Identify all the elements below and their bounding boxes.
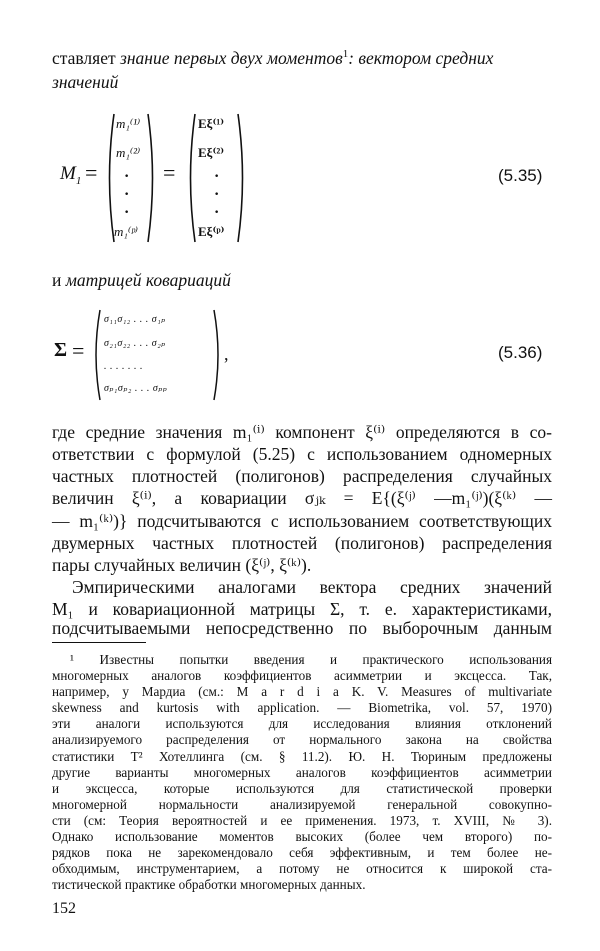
eq535-equals-2: = [163,160,176,185]
eq535-e2: Eξ⁽²⁾ [198,145,225,160]
footnote-line: и эксцесса, которые используются для статистической проверки [52,780,552,796]
eq536-row-1: σ₁₁σ₁₂ . . . σ₁ₚ [104,314,166,325]
footnote-line: статистики T² Хотеллинга (см. § 11.2). Ю. Н. Тюриным предложены [52,748,552,764]
footnote-line: эти аналоги используются для исследования влияния отклонений [52,716,552,732]
footnote [52,652,552,893]
eq535-dot: · [124,186,130,203]
body-line: частных плотностей (полигонов) распределения случайных [52,466,552,486]
eq536-row-4: σₚ₁σₚ₂ . . . σₚₚ [104,383,168,394]
eq536-number: (5.36) [498,343,543,362]
eq535-m1: m₁⁽¹⁾ [116,116,141,131]
eq535-e1: Eξ⁽¹⁾ [198,116,225,131]
footnote-line: тистической практике обработки многомерных данных. [52,877,366,893]
eq535-right-paren-2 [236,112,248,244]
eq536-lhs: Σ [54,339,68,361]
footnote-line: анализируемого распределения от нормального закона на свойства [52,732,552,748]
body-line: величин ξ⁽ⁱ⁾, а ковариации σⱼₖ = E{(ξ⁽ʲ⁾ —m₁⁽ʲ⁾)(ξ⁽ᵏ⁾ — [52,488,552,508]
body-line: M₁ и ковариационной матрицы Σ, т. е. характеристиками, [52,599,552,619]
eq536-row-3: . . . . . . . [104,361,143,372]
body-line: подсчитываемыми непосредственно по выборочным данным [52,618,552,638]
eq535-mp: m₁⁽ᵖ⁾ [114,224,138,239]
footnote-line: ¹ Известны попытки введения и практического использования [70,652,553,667]
eq535-right-paren-1 [146,112,158,244]
eq535-number: (5.35) [498,166,543,185]
eq536-right-paren [212,308,222,402]
eq535-dot: · [214,168,220,185]
eq535-lhs: $M_1$ [60,163,82,187]
eq536-equals: = [72,338,85,363]
page-number: 152 [52,900,76,917]
body-line: — m₁⁽ᵏ⁾)} подсчитываются с использованием соответствующих [52,511,552,531]
footnote-line: сти (см: Теория вероятностей и ее применения. 1973, т. XVIII, № 3). [52,812,552,828]
footnote-line: например, у Мардиа (см.: M a r d i a K. V. Measures of multivariate [52,684,552,700]
eq535-dot: · [214,204,220,221]
mid-line: и матрицей ковариаций [52,270,231,290]
eq535-ep: Eξ⁽ᵖ⁾ [198,224,225,239]
eq535-left-paren-2 [185,112,197,244]
footnote-rule [52,642,146,643]
eq536-comma: , [224,344,229,364]
eq535-m2: m₁⁽²⁾ [116,145,141,160]
intro-line-1: ставляет знание первых двух моментов$^1$: вектором средних [52,48,494,68]
footnote-line: Однако использование моментов высоких (более чем второго) по- [52,829,552,845]
eq536-left-paren [92,308,102,402]
footnote-line: рядков пока не зарекомендовало себя эффективным, и тем более не- [52,845,552,861]
footnote-line: другие варианты многомерных аналогов коэффициентов асимметрии [52,764,552,780]
body-line: двумерных частных плотностей (полигонов) распределения [52,533,552,553]
footnote-line: многомерных аналогов коэффициентов асимметрии и эксцесса. Так, [52,668,552,684]
footnote-line: многомерной нормальности анализируемой генеральной совокупно- [52,796,552,812]
footnote-line: skewness and kurtosis with application. — Biometrika, vol. 57, 1970) [52,700,552,716]
eq535-dot: · [124,204,130,221]
body-line: Эмпирическими аналогами вектора средних значений [72,577,552,597]
body-line: где средние значения m₁⁽ⁱ⁾ компонент ξ⁽ⁱ⁾ определяются в со- [52,422,552,442]
eq536-row-2: σ₂₁σ₂₂ . . . σ₂ₚ [104,338,166,349]
intro-line-2: значений [52,72,119,92]
eq535-equals-1: = [85,160,98,185]
eq535-dot: · [214,186,220,203]
body-line: ответствии с формулой (5.25) с использованием одномерных [52,444,552,464]
footnote-line: обходимым, инструментарием, а потому не относится к широкой ста- [52,861,552,877]
body-line: пары случайных величин (ξ⁽ʲ⁾, ξ⁽ᵏ⁾). [52,555,312,575]
eq535-dot: · [124,168,130,185]
